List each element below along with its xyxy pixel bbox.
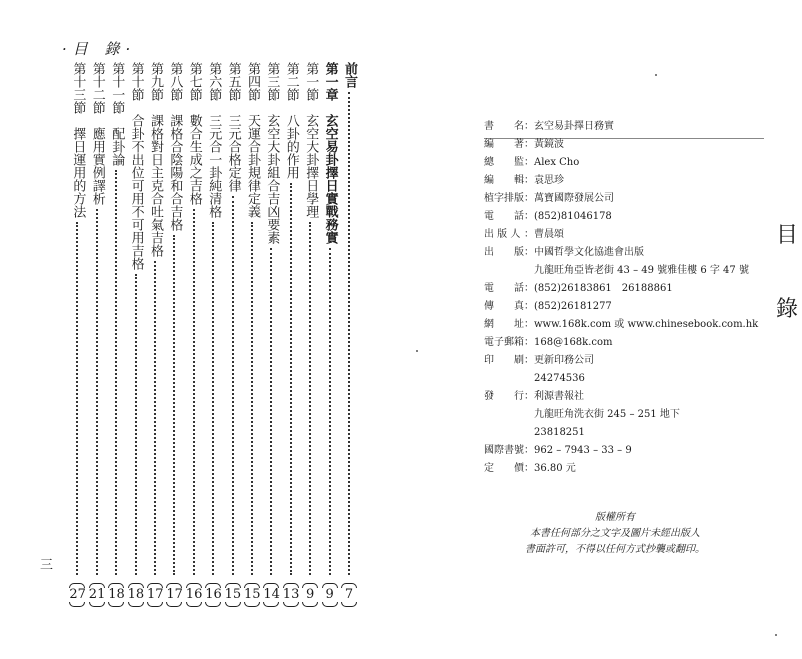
toc-leader-dots xyxy=(309,222,311,575)
colophon-value: 萬寶國際發展公司 xyxy=(534,193,614,204)
toc-leader-dots xyxy=(115,170,117,575)
toc-leader-dots xyxy=(251,222,253,575)
toc-leader-dots xyxy=(290,183,292,575)
page-number-value: 21 xyxy=(88,587,106,602)
colophon-value: 962 – 7943 – 33 – 9 xyxy=(534,445,632,456)
colophon-separator: ： xyxy=(524,391,534,402)
colophon-value: 23818251 xyxy=(534,427,585,438)
toc-page xyxy=(0,0,396,659)
toc-leader-dots xyxy=(76,222,78,575)
colophon-separator: ： xyxy=(524,139,534,150)
colophon-label: 網 址 xyxy=(484,319,524,330)
colophon-row-distributor xyxy=(484,388,584,406)
toc-page-number xyxy=(147,582,163,607)
colophon-label: 電 話 xyxy=(484,211,524,222)
toc-entry-sec4: 第四節 天運合卦規律定義 xyxy=(245,62,260,218)
colophon-row-website xyxy=(484,316,759,334)
page-bracket-bottom xyxy=(322,602,338,607)
colophon-value: www.168k.com 或 www.chinesebook.com.hk xyxy=(534,319,759,330)
toc-page-number xyxy=(225,582,241,607)
colophon-separator xyxy=(524,427,534,438)
colophon-row-email xyxy=(484,334,613,352)
toc-entry-chapter1: 第一章 玄空易卦擇日實戰務實 xyxy=(322,62,338,244)
colophon-label: 編 著 xyxy=(484,139,524,150)
page-number-value: 17 xyxy=(147,587,164,602)
rights-notice xyxy=(470,510,760,558)
colophon-row-publisher xyxy=(484,244,644,262)
colophon-separator: ： xyxy=(524,301,534,312)
toc-page-number xyxy=(89,582,105,607)
page-bracket-bottom xyxy=(69,602,85,607)
colophon-separator xyxy=(524,265,534,276)
page-number-value: 18 xyxy=(127,587,145,602)
page-title-top: 目 xyxy=(775,223,798,248)
colophon-label: 電 話 xyxy=(484,283,524,294)
page-folio: 三 xyxy=(40,558,54,573)
colophon-value: (852)26181277 xyxy=(534,301,612,312)
toc-entry-sec2: 第二節 八卦的作用 xyxy=(283,62,299,179)
toc-entry-sec5: 第五節 三元合格定律 xyxy=(225,62,241,192)
colophon-separator: ： xyxy=(524,319,534,330)
colophon-separator: ： xyxy=(524,211,534,222)
colophon-label: 印 刷 xyxy=(484,355,524,366)
colophon-value: 九龍旺角洗衣街 245 – 251 地下 xyxy=(534,409,680,420)
colophon-value: 九龍旺角亞皆老街 43 – 49 號雅佳樓 6 字 47 號 xyxy=(534,265,749,276)
colophon-separator: ： xyxy=(524,283,534,294)
toc-entry-sec7: 第七節 數合生成之吉格 xyxy=(186,62,202,205)
toc-page-number xyxy=(205,582,221,607)
page-bracket-bottom xyxy=(147,602,163,607)
toc-entry-sec8: 第八節 課格合陰陽和合吉格 xyxy=(167,62,183,231)
page-number-value: 27 xyxy=(69,587,86,602)
colophon-label: 總 監 xyxy=(484,157,524,168)
toc-page-number xyxy=(322,582,338,607)
colophon-separator: ： xyxy=(524,121,534,132)
colophon-separator: ： xyxy=(524,337,534,348)
colophon-row-distributor-address xyxy=(484,406,680,424)
colophon-value: 玄空易卦擇日務實 xyxy=(534,121,614,132)
page-number-value: 15 xyxy=(224,587,242,602)
colophon-separator: ： xyxy=(524,157,534,168)
colophon-row-book-title xyxy=(484,118,614,136)
paper-speck xyxy=(655,74,657,76)
page-bracket-bottom xyxy=(341,602,357,607)
toc-page-number xyxy=(186,582,202,607)
page-number-value: 14 xyxy=(263,587,280,602)
toc-leader-dots xyxy=(154,261,156,575)
colophon-label: 書 名 xyxy=(484,121,524,132)
colophon-row-phone xyxy=(484,208,612,226)
toc-page-number xyxy=(283,582,299,607)
colophon-row-supervisor xyxy=(484,154,580,172)
colophon-row-distributor-phone xyxy=(484,424,585,442)
colophon-separator: ： xyxy=(524,355,534,366)
colophon-label: 電子郵箱 xyxy=(484,337,524,348)
colophon-label: 編 輯 xyxy=(484,175,524,186)
page-number-value: 16 xyxy=(205,587,222,602)
colophon-row-isbn xyxy=(484,442,632,460)
colophon-separator: ： xyxy=(524,445,534,456)
rights-title: 版權所有 xyxy=(595,512,635,523)
toc-page-number xyxy=(69,582,85,607)
colophon-value: (852)26183861 26188861 xyxy=(534,283,673,294)
colophon-row-editor xyxy=(484,172,564,190)
toc-page-number xyxy=(244,582,260,607)
page-bracket-bottom xyxy=(302,602,318,607)
colophon-label: 國際書號 xyxy=(484,445,524,456)
paper-speck xyxy=(416,350,418,352)
toc-leader-dots xyxy=(96,209,98,575)
toc-entry-sec3: 第三節 玄空大卦組合吉凶要素 xyxy=(264,62,280,244)
page-number-value: 17 xyxy=(166,587,183,602)
colophon-row-publisher-person xyxy=(484,226,564,244)
colophon-label: 出 版 人 xyxy=(484,229,521,240)
colophon-value: Alex Cho xyxy=(534,157,580,168)
page-bracket-bottom xyxy=(244,602,260,607)
toc-page-number xyxy=(263,582,279,607)
toc-entry-sec13: 第十三節 擇日運用的方法 xyxy=(70,62,86,218)
toc-page-number xyxy=(128,582,144,607)
page-title-bottom: 錄 xyxy=(775,297,798,322)
page-bracket-bottom xyxy=(225,602,241,607)
toc-page-number xyxy=(108,582,124,607)
colophon-value: 袁思珍 xyxy=(534,175,564,186)
colophon-separator: ： xyxy=(524,463,534,474)
page-number-value: 9 xyxy=(306,587,315,602)
rights-line-2: 書面許可，不得以任何方式抄襲或翻印。 xyxy=(525,544,705,555)
toc-leader-dots xyxy=(173,235,175,575)
colophon-row-price xyxy=(484,460,576,478)
page-number-value: 18 xyxy=(108,587,125,602)
colophon-label: 定 價 xyxy=(484,463,524,474)
colophon-value: 24274536 xyxy=(534,373,585,384)
colophon-value: 168@168k.com xyxy=(534,337,613,348)
toc-leader-dots xyxy=(193,209,195,575)
page-bracket-bottom xyxy=(89,602,105,607)
toc-leader-dots xyxy=(348,92,350,575)
toc-leader-dots xyxy=(232,196,234,575)
toc-entry-sec9: 第九節 課格對日主克合吐氣吉格 xyxy=(148,62,163,257)
colophon-label: 傳 真 xyxy=(484,301,524,312)
colophon-separator: ： xyxy=(524,229,534,240)
page-bracket-bottom xyxy=(108,602,124,607)
rights-line-1: 本書任何部分之文字及圖片未經出版人 xyxy=(530,528,700,539)
colophon-value: 36.80 元 xyxy=(534,463,576,474)
page-number-value: 13 xyxy=(282,587,300,602)
running-header: ·目 錄· xyxy=(62,40,137,58)
toc-entry-sec12: 第十二節 應用實例譯析 xyxy=(89,62,105,205)
colophon-separator: ： xyxy=(524,193,534,204)
toc-entry-preface: 前言 xyxy=(342,62,357,88)
toc-leader-dots xyxy=(329,248,331,575)
colophon-separator: ： xyxy=(524,175,534,186)
colophon-value: 曹晨頌 xyxy=(534,229,564,240)
page-bracket-bottom xyxy=(263,602,279,607)
colophon-row-printer-phone xyxy=(484,370,585,388)
toc-page-number xyxy=(341,582,357,607)
page-number-value: 16 xyxy=(185,587,203,602)
colophon-label: 發 行 xyxy=(484,391,524,402)
toc-page-number xyxy=(302,582,318,607)
toc-page-number xyxy=(166,582,182,607)
colophon-value: 更新印務公司 xyxy=(534,355,594,366)
page-number-value: 7 xyxy=(344,587,354,602)
colophon-separator: ： xyxy=(524,247,534,258)
colophon-row-printer xyxy=(484,352,594,370)
toc-leader-dots xyxy=(212,222,214,575)
colophon-label: 植字排版 xyxy=(484,193,524,204)
colophon-row-fax xyxy=(484,298,612,316)
colophon-value: (852)81046178 xyxy=(534,211,612,222)
page-bracket-bottom xyxy=(166,602,182,607)
paper-speck xyxy=(775,634,777,636)
colophon-label: 出 版 xyxy=(484,247,524,258)
page-bracket-bottom xyxy=(186,602,202,607)
colophon-row-publisher-address xyxy=(484,262,749,280)
colophon-separator xyxy=(524,373,534,384)
toc-entry-sec1: 第一節 玄空大卦擇日學理 xyxy=(303,62,319,218)
colophon-row-publisher-phone xyxy=(484,280,673,298)
toc-entry-sec10: 第十節 合卦不出位可用不可用吉格 xyxy=(128,62,144,270)
colophon-value: 中國哲學文化協進會出版 xyxy=(534,247,644,258)
page-bracket-bottom xyxy=(283,602,299,607)
colophon-row-author xyxy=(484,136,564,154)
page-bracket-bottom xyxy=(128,602,144,607)
page-number-value: 15 xyxy=(244,587,261,602)
toc-leader-dots xyxy=(270,248,272,575)
page-bracket-bottom xyxy=(205,602,221,607)
page-number-value: 9 xyxy=(325,587,334,602)
toc-leader-dots xyxy=(135,274,137,575)
colophon-block xyxy=(484,118,759,478)
colophon-value: 利源書報社 xyxy=(534,391,584,402)
colophon-value: 黃鏡波 xyxy=(534,139,564,150)
toc-entry-sec11: 第十一節 配卦論 xyxy=(109,62,125,166)
colophon-separator xyxy=(524,409,534,420)
toc-entry-sec6: 第六節 三元合一卦純清格 xyxy=(206,62,222,218)
colophon-row-typesetting xyxy=(484,190,614,208)
